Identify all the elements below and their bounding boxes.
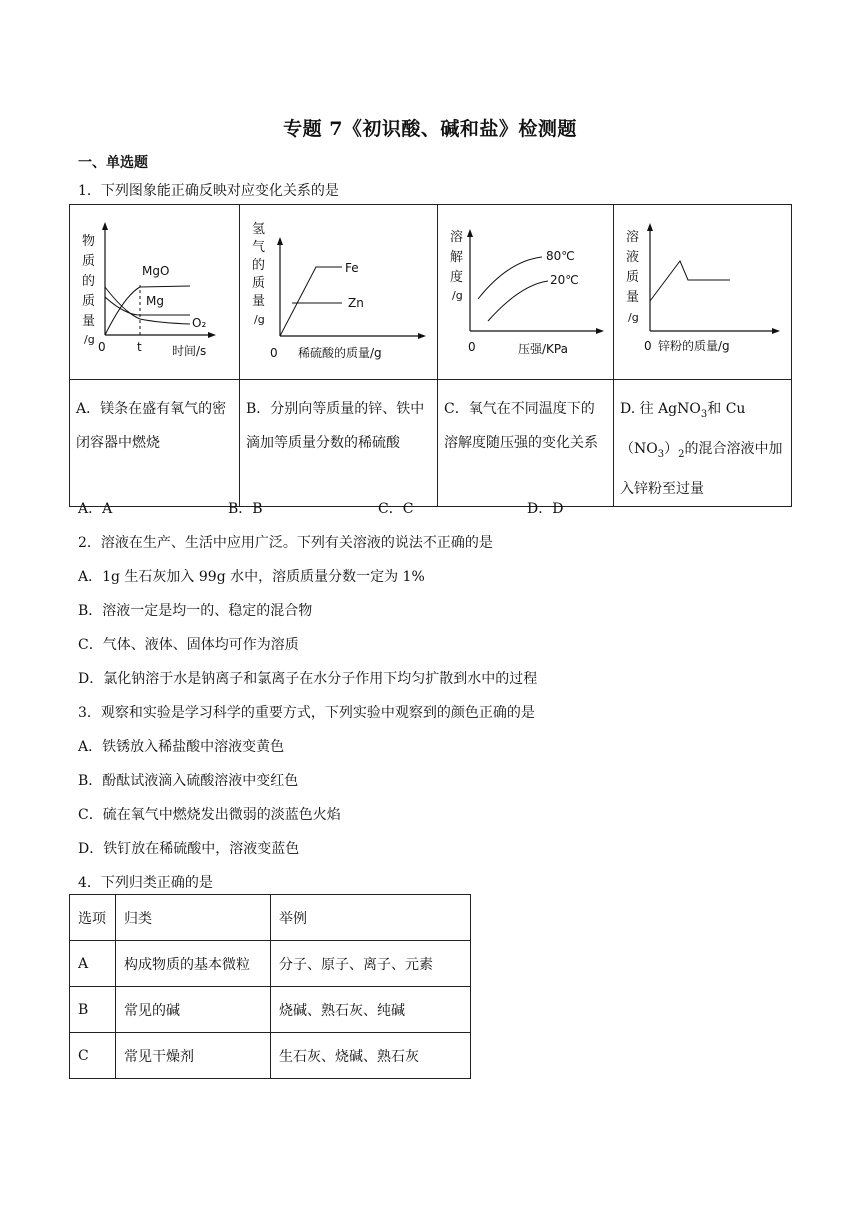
q4-header-0: 选项: [70, 895, 116, 941]
q1-option-a: A．A: [78, 501, 113, 517]
graph-a-ylabel-5: /g: [84, 333, 95, 346]
q1-desc-d-pre: D. 往 AgNO: [620, 401, 701, 417]
graph-c-ylabel-0: 溶: [450, 230, 464, 245]
q3-stem: 3．观察和实验是学习科学的重要方式，下列实验中观察到的颜色正确的是: [78, 705, 535, 721]
q1-desc-d-post: 的混合溶液中加入锌粉至过量: [620, 440, 783, 497]
q1-desc-d-sub3: 2: [678, 448, 685, 460]
graph-a-t: t: [137, 340, 142, 354]
graph-b-ylabel-2: 的: [252, 258, 266, 273]
q1-table: [69, 204, 792, 507]
q4-cell: A: [70, 941, 116, 987]
q4-cell: 烧碱、熟石灰、纯碱: [271, 987, 471, 1033]
q1-graph-a-cell: [70, 205, 240, 380]
q2-option-b: B．溶液一定是均一的、稳定的混合物: [78, 603, 313, 619]
graph-b-xlabel: 稀硫酸的质量/g: [298, 346, 382, 360]
graph-b-curve-fe: [280, 267, 342, 336]
q1-desc-d-mid2: ）: [664, 440, 679, 457]
q1-graph-d-cell: [614, 205, 792, 380]
q1-desc-d: [614, 380, 792, 507]
q1-option-c: C．C: [378, 501, 414, 517]
graph-a-origin: 0: [98, 340, 106, 354]
graph-a-label-mg: Mg: [146, 294, 164, 308]
q4-cell: 生石灰、烧碱、熟石灰: [271, 1033, 471, 1079]
graph-d-ylabel-1: 液: [626, 250, 640, 265]
section-heading: 一、单选题: [78, 155, 148, 171]
graph-c-curve-20: [488, 281, 548, 321]
graph-a-ylabel-4: 量: [82, 314, 96, 329]
q4-table: [69, 894, 471, 1079]
graph-d-ylabel-4: /g: [628, 311, 639, 324]
graph-a-x-arrow: [208, 332, 216, 338]
graph-a-ylabel-3: 质: [82, 294, 96, 309]
graph-d-y-arrow: [647, 223, 653, 231]
graph-d-curve: [650, 261, 730, 301]
q3-option-c: C．硫在氧气中燃烧发出微弱的淡蓝色火焰: [78, 807, 341, 823]
graph-d-ylabel-3: 量: [626, 290, 640, 305]
q1-desc-b: B．分别向等质量的锌、铁中滴加等质量分数的稀硫酸: [240, 380, 438, 507]
q3-option-d: D．铁钉放在稀硫酸中，溶液变蓝色: [78, 841, 300, 857]
graph-b-ylabel-0: 氢: [252, 222, 266, 237]
graph-c-xlabel: 压强/KPa: [518, 342, 568, 356]
q4-cell: 分子、原子、离子、元素: [271, 941, 471, 987]
table-row: [70, 941, 471, 987]
graph-a-label-mgo: MgO: [142, 264, 170, 278]
graph-a-y-arrow: [102, 222, 108, 230]
q4-cell: C: [70, 1033, 116, 1079]
graph-b-origin: 0: [270, 346, 278, 360]
q4-header-1: 归类: [116, 895, 271, 941]
graph-c: [438, 205, 614, 375]
q1-graph-b-cell: [240, 205, 438, 380]
graph-c-ylabel-3: /g: [452, 289, 463, 302]
graph-c-label-80: 80℃: [546, 249, 575, 263]
q2-option-a: A．1g 生石灰加入 99g 水中，溶质质量分数一定为 1%: [78, 569, 425, 585]
graph-d: [614, 205, 792, 375]
table-row: [70, 1033, 471, 1079]
q4-cell: 常见干燥剂: [116, 1033, 271, 1079]
q1-desc-d-sub1: 3: [700, 408, 708, 420]
q1-desc-d-sub2: 3: [657, 448, 665, 460]
q1-desc-c: C．氧气在不同温度下的溶解度随压强的变化关系: [438, 380, 614, 507]
q1-stem: 1．下列图象能正确反映对应变化关系的是: [78, 183, 339, 199]
graph-d-origin: 0: [644, 339, 652, 353]
q4-header-2: 举例: [271, 895, 471, 941]
graph-a-xlabel: 时间/s: [172, 344, 207, 358]
q4-cell: B: [70, 987, 116, 1033]
q1-desc-d-mid: 和 Cu（NO: [620, 401, 746, 457]
q1-graph-c-cell: [438, 205, 614, 380]
q4-cell: 常见的碱: [116, 987, 271, 1033]
graph-c-label-20: 20℃: [550, 273, 579, 287]
q3-option-a: A．铁锈放入稀盐酸中溶液变黄色: [78, 739, 285, 755]
graph-a-ylabel-1: 质: [82, 254, 96, 269]
q3-option-b: B．酚酞试液滴入硫酸溶液中变红色: [78, 773, 299, 789]
q1-option-b: B．B: [228, 501, 263, 517]
graph-b-ylabel-5: /g: [254, 313, 265, 326]
graph-c-ylabel-1: 解: [450, 250, 464, 265]
q4-cell: 构成物质的基本微粒: [116, 941, 271, 987]
graph-a-ylabel-2: 的: [82, 274, 96, 289]
q4-stem: 4．下列归类正确的是: [78, 875, 213, 891]
graph-b-y-arrow: [277, 237, 283, 245]
page-title: 专题 7《初识酸、碱和盐》检测题: [283, 118, 577, 140]
graph-b: [240, 205, 438, 375]
table-row: [70, 987, 471, 1033]
graph-b-label-fe: Fe: [345, 261, 359, 275]
graph-b-ylabel-1: 气: [252, 240, 266, 255]
q1-option-d: D．D: [527, 501, 564, 517]
graph-c-ylabel-2: 度: [450, 270, 464, 285]
graph-d-x-arrow: [772, 328, 780, 334]
graph-c-origin: 0: [468, 340, 476, 354]
graph-a: [70, 205, 240, 375]
graph-b-x-arrow: [418, 333, 426, 339]
graph-d-ylabel-2: 质: [626, 270, 640, 285]
q2-stem: 2．溶液在生产、生活中应用广泛。下列有关溶液的说法不正确的是: [78, 535, 493, 551]
graph-a-label-o2: O₂: [192, 316, 207, 330]
graph-c-y-arrow: [467, 229, 473, 237]
q1-desc-a: A．镁条在盛有氧气的密闭容器中燃烧: [70, 380, 240, 507]
graph-d-xlabel: 锌粉的质量/g: [658, 339, 730, 353]
graph-a-ylabel-0: 物: [82, 234, 96, 249]
graph-d-ylabel-0: 溶: [626, 230, 640, 245]
q2-option-d: D．氯化钠溶于水是钠离子和氯离子在水分子作用下均匀扩散到水中的过程: [78, 671, 538, 687]
graph-b-label-zn: Zn: [348, 296, 364, 310]
q2-option-c: C．气体、液体、固体均可作为溶质: [78, 637, 299, 653]
graph-c-curve-80: [478, 257, 542, 299]
graph-c-x-arrow: [596, 328, 604, 334]
graph-b-ylabel-3: 质: [252, 276, 266, 291]
table-row: [70, 895, 471, 941]
graph-b-ylabel-4: 量: [252, 294, 266, 309]
